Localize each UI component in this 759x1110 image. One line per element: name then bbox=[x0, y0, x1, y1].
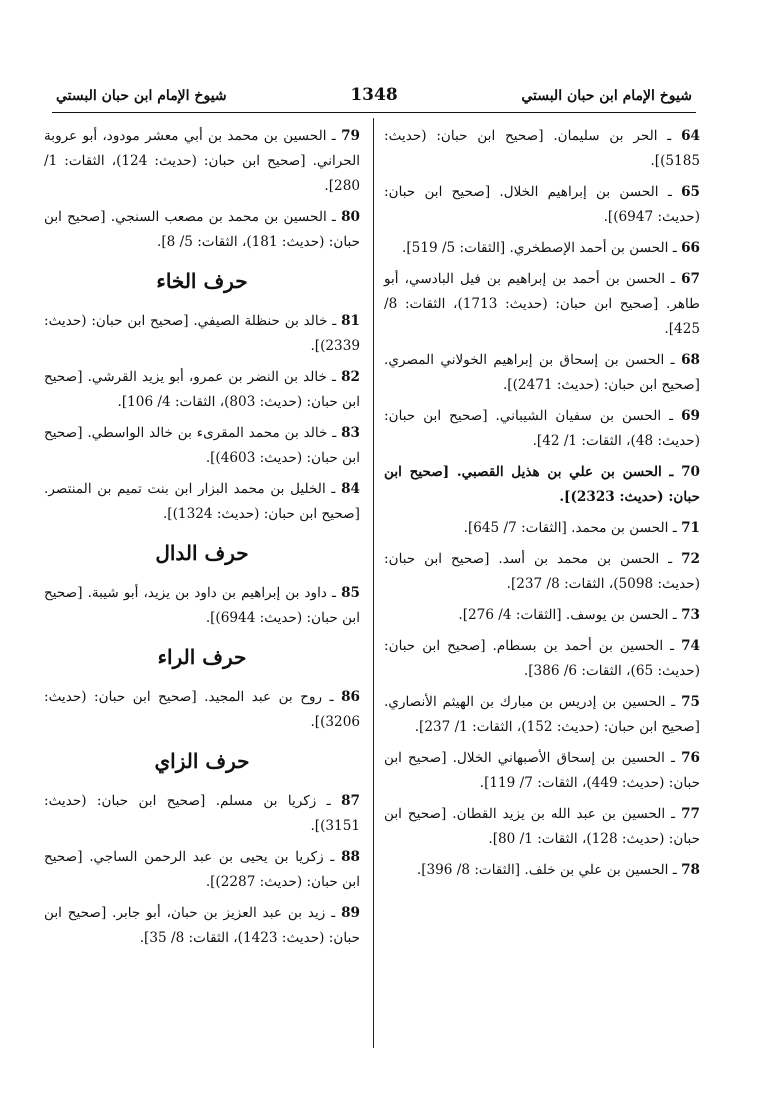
header-title-right: شيوخ الإمام ابن حبان البستي bbox=[521, 88, 692, 104]
left-column bbox=[44, 124, 360, 957]
entry: 86 ـ روح بن عبد المجيد. [صحيح ابن حبان: (حديث: 3206)]. bbox=[44, 689, 360, 730]
entry: 77 ـ الحسين بن عبد الله بن يزيد القطان. [صحيح ابن حبان: (حديث: 128)، الثقات: 1/ 80]. bbox=[384, 806, 700, 847]
entry: 80 ـ الحسين بن محمد بن مصعب السنجي. [صحيح ابن حبان: (حديث: 181)، الثقات: 5/ 8]. bbox=[44, 209, 360, 250]
entry: 73 ـ الحسن بن يوسف. [الثقات: 4/ 276]. bbox=[458, 607, 700, 623]
entry: 79 ـ الحسين بن محمد بن أبي معشر مودود، أبو عروبة الحراني. [صحيح ابن حبان: (حديث: 124)، الثقات: 1/ 280]. bbox=[44, 128, 360, 194]
entry: 72 ـ الحسن بن محمد بن أسد. [صحيح ابن حبان: (حديث: 5098)، الثقات: 8/ 237]. bbox=[384, 551, 700, 592]
column-divider bbox=[373, 118, 374, 1048]
entry: 64 ـ الحر بن سليمان. [صحيح ابن حبان: (حديث: 5185)]. bbox=[384, 128, 700, 169]
entry: 85 ـ داود بن إبراهيم بن داود بن يزيد، أبو شيبة. [صحيح ابن حبان: (حديث: 6944)]. bbox=[44, 585, 360, 626]
entry: 87 ـ زكريا بن مسلم. [صحيح ابن حبان: (حديث: 3151)]. bbox=[44, 793, 360, 834]
section-heading-dal: حرف الدال bbox=[155, 541, 249, 565]
header-title-left: شيوخ الإمام ابن حبان البستي bbox=[56, 88, 227, 104]
entry: 89 ـ زيد بن عبد العزيز بن حبان، أبو جابر. [صحيح ابن حبان: (حديث: 1423)، الثقات: 8/ 35]. bbox=[44, 905, 360, 946]
section-heading-kha: حرف الخاء bbox=[156, 269, 248, 293]
entry: 88 ـ زكريا بن يحيى بن عبد الرحمن الساجي. [صحيح ابن حبان: (حديث: 2287)]. bbox=[44, 849, 360, 890]
entry: 65 ـ الحسن بن إبراهيم الخلال. [صحيح ابن حبان: (حديث: 6947)]. bbox=[384, 184, 700, 225]
entry: 66 ـ الحسن بن أحمد الإصطخري. [الثقات: 5/ 519]. bbox=[402, 240, 700, 256]
entry: 83 ـ خالد بن محمد المقرىء بن خالد الواسطي. [صحيح ابن حبان: (حديث: 4603)]. bbox=[44, 425, 360, 466]
entry: 70 ـ الحسن بن علي بن هذيل القصبي. [صحيح ابن حبان: (حديث: 2323)]. bbox=[384, 464, 700, 505]
section-heading-ra: حرف الراء bbox=[157, 645, 247, 669]
page-number: 1348 bbox=[350, 85, 398, 105]
page-header bbox=[52, 84, 696, 113]
right-column bbox=[384, 124, 700, 889]
section-heading-zay: حرف الزاي bbox=[154, 749, 250, 773]
entry: 74 ـ الحسين بن أحمد بن بسطام. [صحيح ابن حبان: (حديث: 65)، الثقات: 6/ 386]. bbox=[384, 638, 700, 679]
entry: 81 ـ خالد بن حنظلة الصيفي. [صحيح ابن حبان: (حديث: 2339)]. bbox=[44, 313, 360, 354]
entry: 69 ـ الحسن بن سفيان الشيباني. [صحيح ابن حبان: (حديث: 48)، الثقات: 1/ 42]. bbox=[384, 408, 700, 449]
entry: 75 ـ الحسين بن إدريس بن مبارك بن الهيثم الأنصاري. [صحيح ابن حبان: (حديث: 152)، الثقات: 1/ 237]. bbox=[384, 694, 700, 735]
entry: 67 ـ الحسن بن أحمد بن إبراهيم بن فيل البادسي، أبو طاهر. [صحيح ابن حبان: (حديث: 1713)، الثقات: 8/ 425]. bbox=[384, 271, 700, 337]
entry: 84 ـ الخليل بن محمد البزار ابن بنت تميم بن المنتصر. [صحيح ابن حبان: (حديث: 1324)]. bbox=[44, 481, 360, 522]
entry: 82 ـ خالد بن النضر بن عمرو، أبو يزيد القرشي. [صحيح ابن حبان: (حديث: 803)، الثقات: 4/ 106]. bbox=[44, 369, 361, 410]
entry: 76 ـ الحسين بن إسحاق الأصبهاني الخلال. [صحيح ابن حبان: (حديث: 449)، الثقات: 7/ 119]. bbox=[384, 750, 700, 791]
entry: 71 ـ الحسن بن محمد. [الثقات: 7/ 645]. bbox=[463, 520, 700, 536]
entry: 68 ـ الحسن بن إسحاق بن إبراهيم الخولاني المصري. [صحيح ابن حبان: (حديث: 2471)]. bbox=[384, 352, 701, 393]
entry: 78 ـ الحسين بن علي بن خلف. [الثقات: 8/ 396]. bbox=[416, 862, 700, 878]
